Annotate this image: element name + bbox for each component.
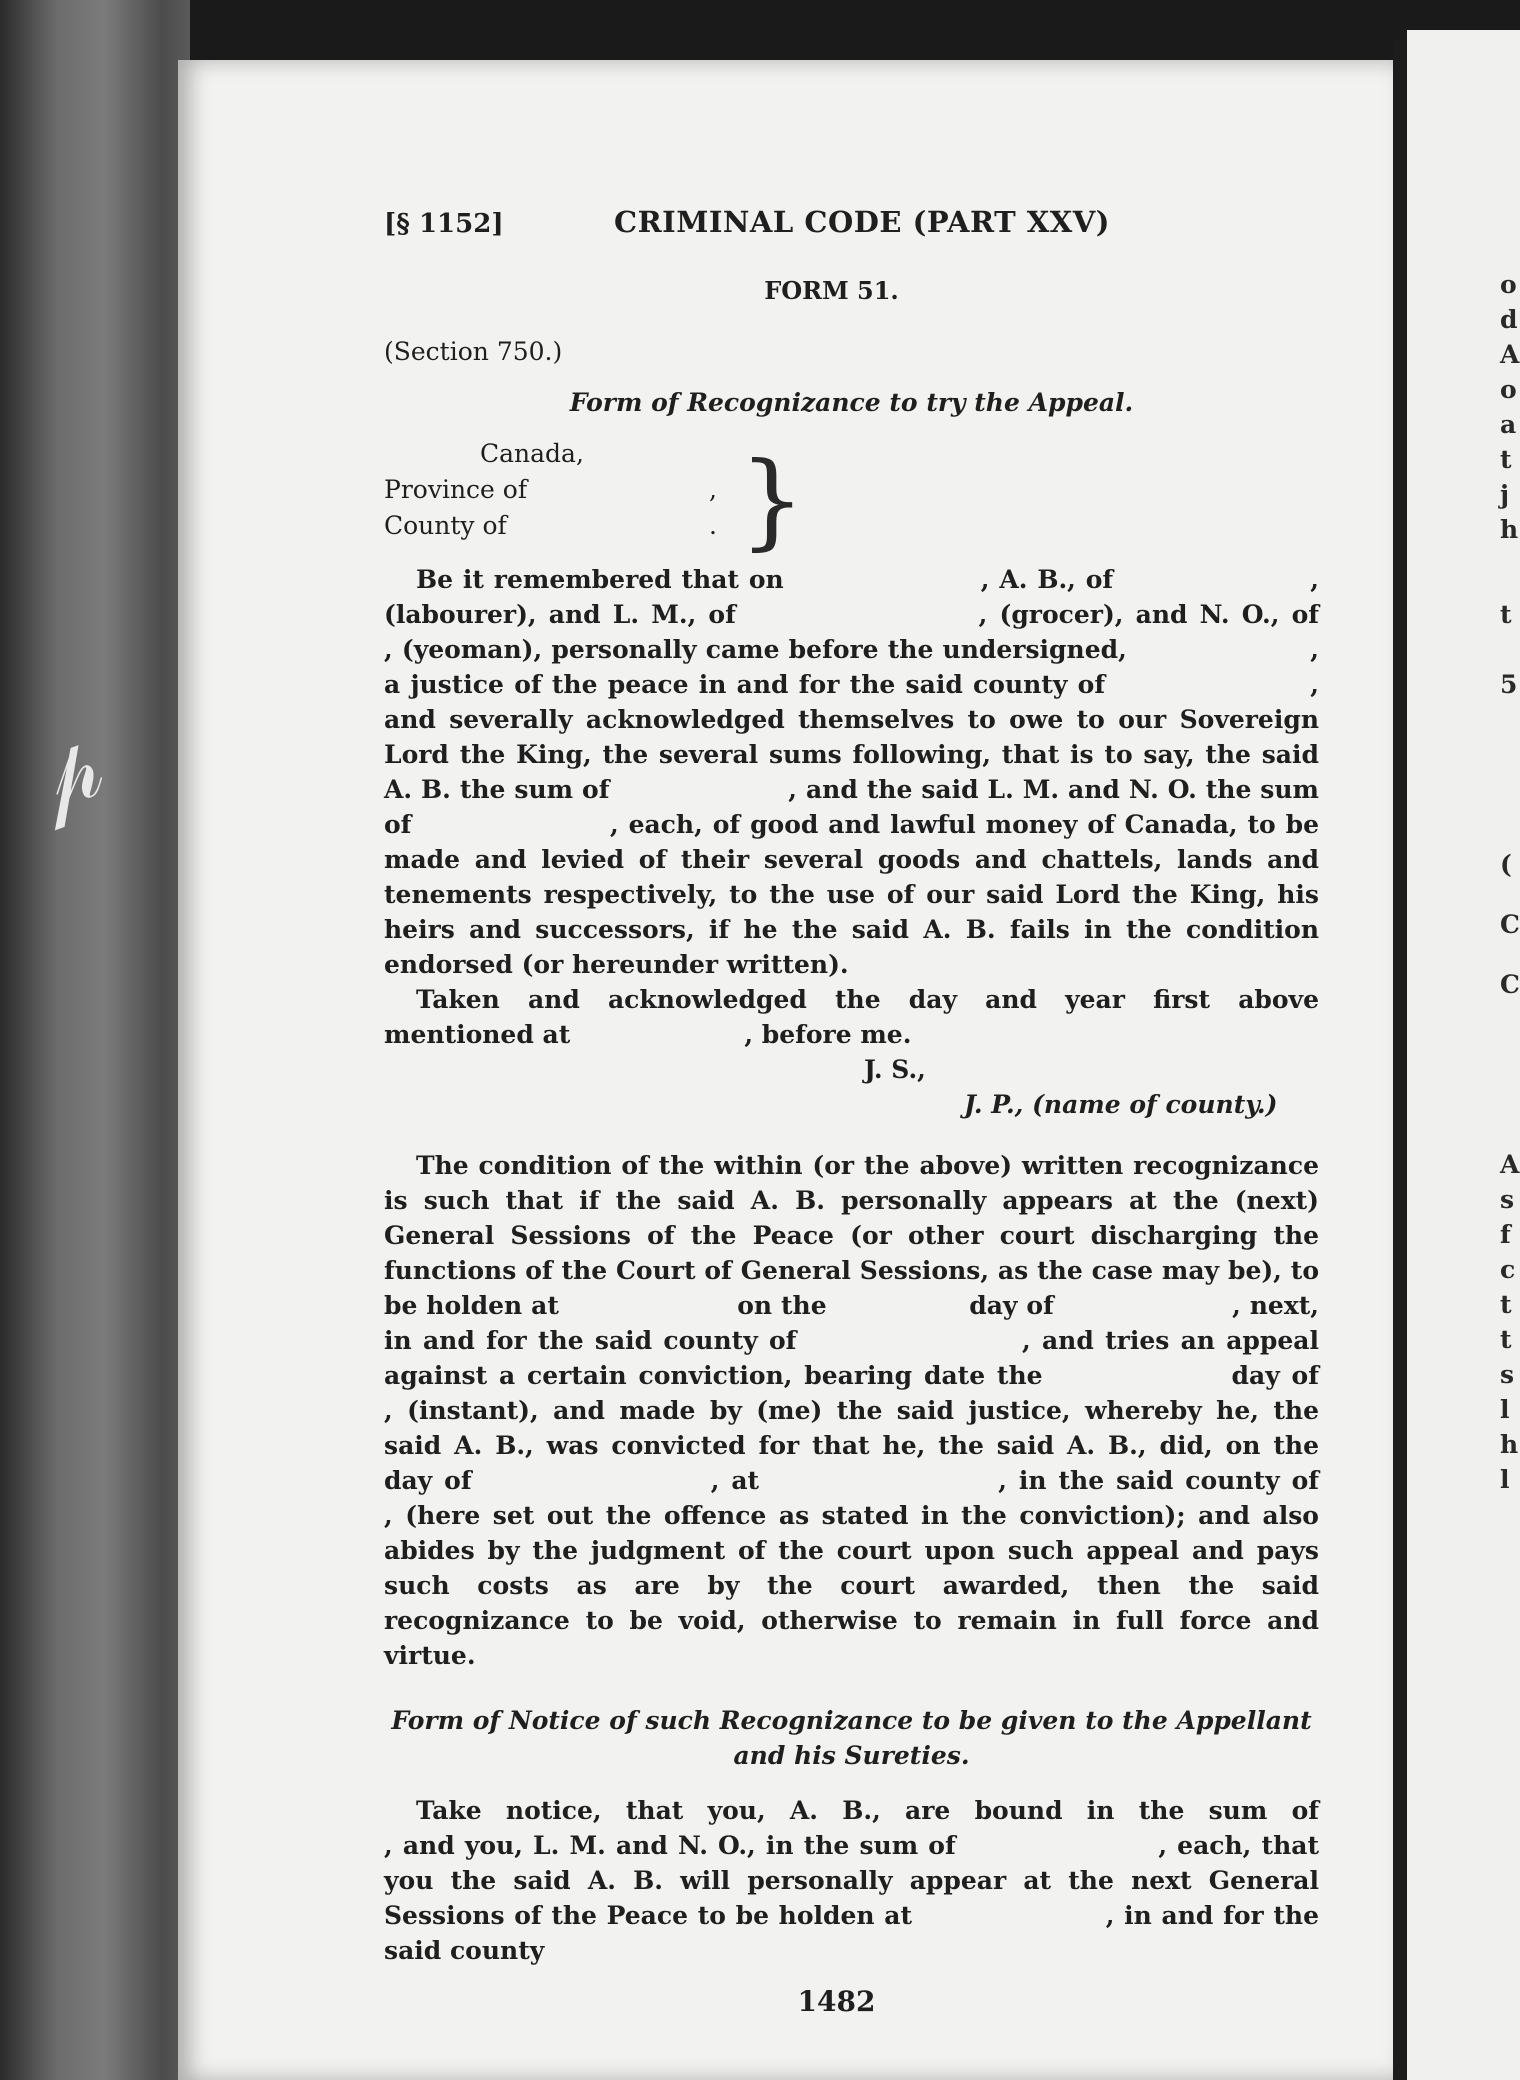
recognizance-text: Be it remembered that on , A. B., of , (labourer), and L. M., of , (grocer), and N. O., of , (yeoman), personally came before the undersigned, , a justice of the peace in and for the said county of , and severally acknowledged themselves to owe to our Sovereign Lord the King, the several sums following, that is to say, the said A. B. the sum of , and the said L. M. and N. O. the sum of , each, of good and lawful money of Canada, to be made and levied of their several goods and chattels, lands and tenements respectively, to the use of our said Lord the King, his heirs and successors, if he the said A. B. fails in the condition endorsed (or hereunder written).	[384, 565, 1494, 979]
acknowledgement-paragraph	[384, 982, 1328, 1052]
venue-block	[384, 436, 1319, 561]
venue-county-period: .	[709, 511, 717, 540]
facing-page-letter: 5	[1500, 670, 1518, 699]
running-title: CRIMINAL CODE (PART XXV)	[614, 205, 1111, 239]
facing-page-letter: h	[1500, 1430, 1519, 1459]
facing-page-letter: A	[1500, 1150, 1520, 1179]
page-content	[384, 205, 1494, 2019]
facing-page-letter: A	[1500, 340, 1520, 369]
acknowledgement-text: Taken and acknowledged the day and year first above mentioned at , before me.	[384, 985, 1328, 1049]
notice-paragraph	[384, 1793, 1494, 1968]
venue-province: Province of	[384, 475, 528, 504]
signature-name: J. S.,	[864, 1055, 926, 1084]
recognizance-heading: Form of Recognizance to try the Appeal.	[569, 388, 1134, 417]
notice-heading: Form of Notice of such Recognizance to be given to the Appellant and his Sureties.	[391, 1706, 1312, 1770]
facing-page-letter: t	[1500, 600, 1512, 629]
facing-page-edge	[1407, 30, 1520, 2080]
section-note: (Section 750.)	[384, 337, 563, 366]
facing-page-letter: f	[1500, 1220, 1511, 1249]
venue-county: County of	[384, 511, 507, 540]
spine-handwritten-mark: 𝓅	[19, 712, 117, 833]
facing-page-letter: s	[1500, 1185, 1515, 1214]
facing-page-letter: h	[1500, 515, 1519, 544]
condition-text: The condition of the within (or the above) written recognizance is such that if the said A. B. personally appears at the (next) General Sessions of the Peace (or other court discharging the functions of the Court of General Sessions, as the case may be), to be holden at on the day of , next, in and for the said county of , and tries an appeal against a certain conviction, bearing date the day of , (instant), and made by (me) the said justice, whereby he, the said A. B., was convicted for that he, the said A. B., did, on the day of , at , in the said county of , (here set out the offence as stated in the conviction); and also abides by the judgment of the court upon such appeal and pays such costs as are by the court awarded, then the said recognizance to be void, otherwise to remain in full force and virtue.	[384, 1151, 1494, 1670]
section-reference: [§ 1152]	[384, 209, 504, 239]
facing-page-letter: a	[1500, 410, 1517, 439]
facing-page-letter: t	[1500, 1325, 1512, 1354]
facing-page-letter: l	[1500, 1465, 1510, 1494]
condition-paragraph	[384, 1148, 1494, 1673]
venue-country-row	[384, 436, 744, 472]
page-number: 1482	[797, 1985, 876, 2018]
facing-page-letter: C	[1500, 910, 1520, 939]
notice-text: Take notice, that you, A. B., are bound in the sum of , and you, L. M. and N. O., in the sum of , each, that you the said A. B. will personally appear at the next General Sessions of the Peace to be holden at , in and for the said county	[384, 1796, 1494, 1965]
book-spine-edge	[0, 0, 190, 2080]
facing-page-letter: o	[1500, 375, 1517, 404]
venue-province-row	[384, 472, 744, 508]
venue-province-comma: ,	[709, 475, 717, 504]
venue-brace: }	[739, 439, 806, 561]
facing-page-letter: C	[1500, 970, 1520, 999]
facing-page-letter: t	[1500, 445, 1512, 474]
recognizance-paragraph	[384, 562, 1494, 982]
facing-page-letter: s	[1500, 1360, 1515, 1389]
facing-page-letter: t	[1500, 1290, 1512, 1319]
facing-page-letter: j	[1500, 480, 1510, 509]
venue-country: Canada,	[480, 439, 584, 468]
facing-page-letter: o	[1500, 270, 1517, 299]
facing-page-letter: d	[1500, 305, 1518, 334]
facing-page-letter: l	[1500, 1395, 1510, 1424]
facing-page-letter: c	[1500, 1255, 1516, 1284]
venue-county-row	[384, 508, 744, 544]
running-header	[384, 205, 1319, 253]
facing-page-letter: (	[1500, 850, 1512, 879]
page-gutter	[1393, 40, 1407, 2080]
form-number: FORM 51.	[764, 276, 899, 305]
signature-title: J. P., (name of county.)	[964, 1090, 1278, 1119]
